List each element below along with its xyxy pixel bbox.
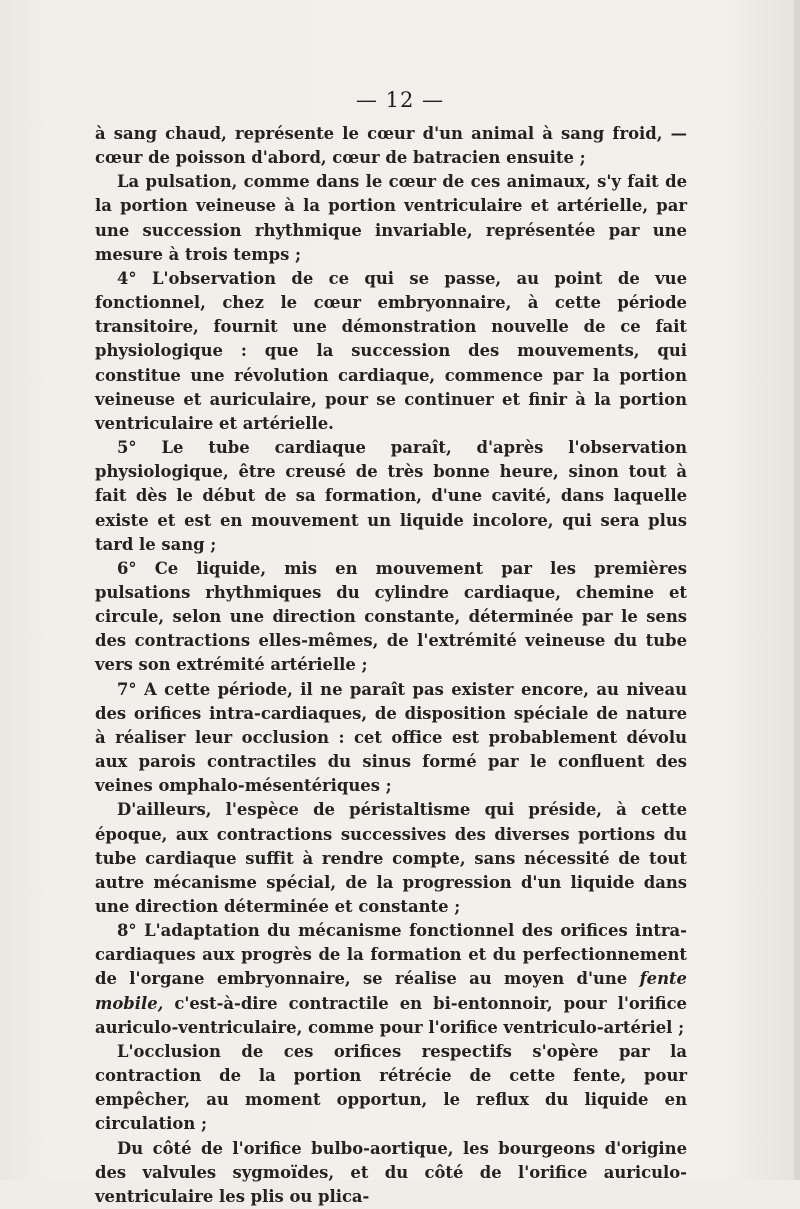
paragraph-occlusion: L'occlusion de ces orifices respectifs s'opère par la contraction de la portion rétrécie de cette fente, pour empêcher, au moment opportun, le reflux du liquide en circulation ;: [95, 1041, 687, 1134]
paragraph-point-8-end: c'est-à-dire contractile en bi-entonnoir, pour l'orifice auriculo-ventriculaire, comme pour l'orifice ventriculo-artériel ;: [95, 993, 687, 1037]
paragraph-bulbo-aortique: Du côté de l'orifice bulbo-aortique, les bourgeons d'origine des valvules sygmoïdes, et du côté de l'orifice auriculo-ventriculaire les plis ou plica-: [95, 1138, 687, 1206]
italic-fente-mobile: fente mobile,: [95, 969, 687, 1013]
body-text: [95, 122, 687, 1209]
paragraph-continuation: à sang chaud, représente le cœur d'un animal à sang froid, — cœur de poisson d'abord, cœur de batracien ensuite ;: [95, 124, 687, 168]
paragraph-point-4: 4° L'observation de ce qui se passe, au point de vue fonctionnel, chez le cœur embryonnaire, à cette période transitoire, fournit une démonstration nouvelle de ce fait physiologique : que la succession des mouvements, qui constitue une révolution cardiaque, commence par la portion veineuse et auriculaire, pour se continuer et finir à la portion ventriculaire et artérielle.: [95, 268, 687, 433]
paragraph-point-7: 7° A cette période, il ne paraît pas exister encore, au niveau des orifices intra-cardiaques, de disposition spéciale de nature à réaliser leur occlusion : cet office est probablement dévolu aux parois contractiles du sinus formé par le confluent des veines omphalo-mésentériques ;: [95, 679, 687, 796]
page-number: — 12 —: [355, 88, 445, 112]
paragraph-peristaltisme: D'ailleurs, l'espèce de péristaltisme qui préside, à cette époque, aux contractions successives des diverses portions du tube cardiaque suffit à rendre compte, sans nécessité de tout autre mécanisme spécial, de la progression d'un liquide dans une direction déterminée et constante ;: [95, 800, 687, 916]
paragraph-point-8-start: 8° L'adaptation du mécanisme fonctionnel des orifices intra-cardiaques aux progrès de la formation et du perfectionnement de l'organe embryonnaire, se réalise au moyen d'une: [95, 921, 687, 989]
paragraph-pulsation: La pulsation, comme dans le cœur de ces animaux, s'y fait de la portion veineuse à la portion ventriculaire et artérielle, par une succession rhythmique invariable, représentée par une mesure à trois temps ;: [95, 172, 687, 264]
paragraph-point-8: [95, 919, 687, 1040]
paragraph-point-6: 6° Ce liquide, mis en mouvement par les premières pulsations rhythmiques du cylindre cardiaque, chemine et circule, selon une direction constante, déterminée par le sens des contractions elles-mêmes, de l'extrémité veineuse du tube vers son extrémité artérielle ;: [95, 558, 687, 675]
paragraph-point-5: 5° Le tube cardiaque paraît, d'après l'observation physiologique, être creusé de très bonne heure, sinon tout à fait dès le début de sa formation, d'une cavité, dans laquelle existe et est en mouvement un liquide incolore, qui sera plus tard le sang ;: [95, 438, 687, 554]
page-edge: [794, 0, 800, 1180]
